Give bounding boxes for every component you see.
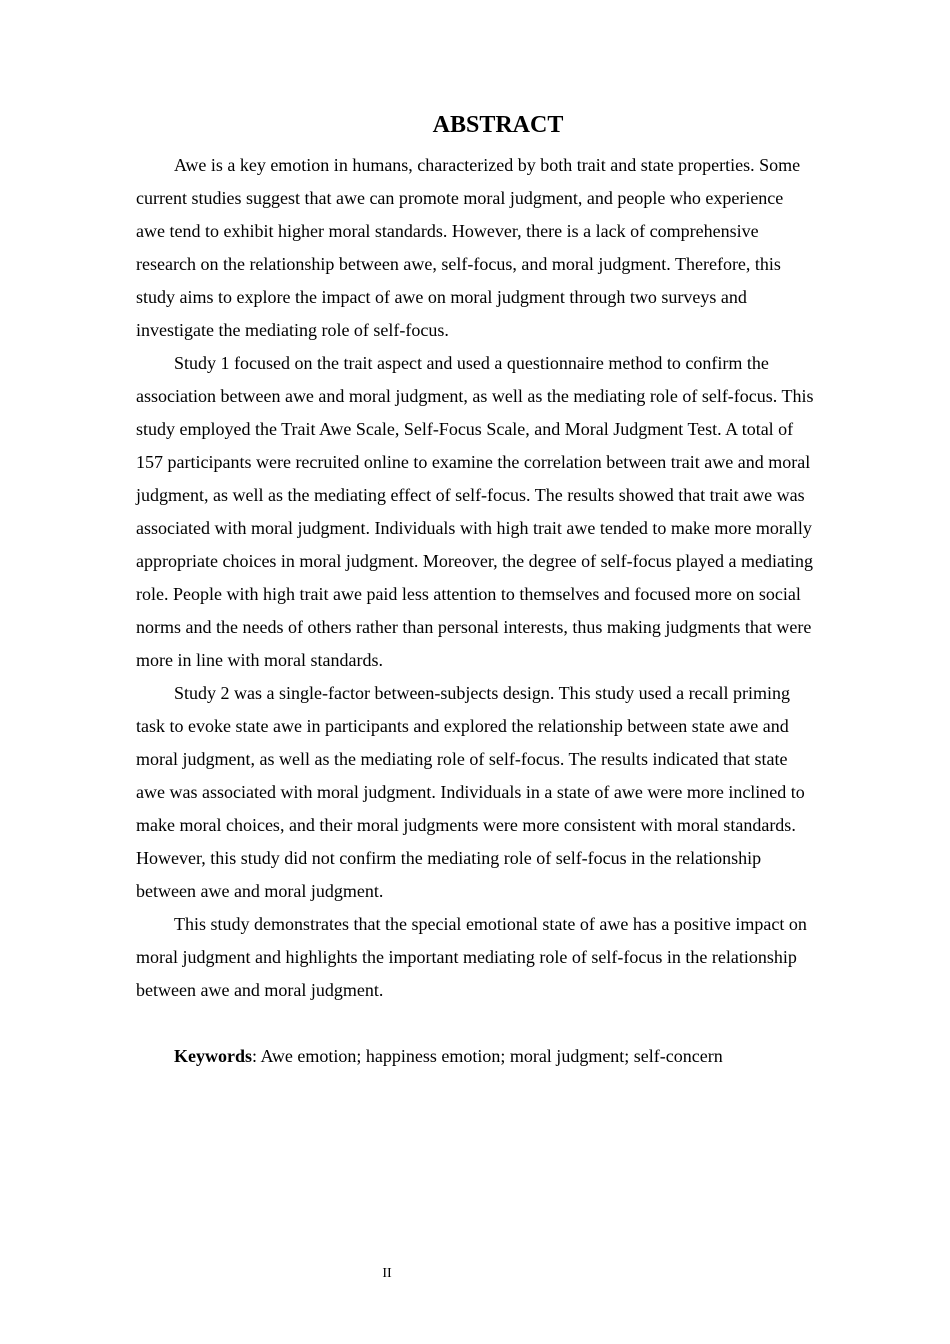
text-line: associated with moral judgment. Individuals with high trait awe tended to make more morally (136, 518, 812, 538)
text-line: study employed the Trait Awe Scale, Self-Focus Scale, and Moral Judgment Test. A total of (136, 419, 794, 439)
text-line: Study 1 focused on the trait aspect and used a questionnaire method to confirm the (174, 353, 769, 373)
keywords-text: Awe emotion; happiness emotion; moral judgment; self-concern (260, 1046, 723, 1066)
text-line: between awe and moral judgment. (136, 881, 384, 901)
text-line: judgment, as well as the mediating effect of self-focus. The results showed that trait awe was (136, 485, 805, 505)
page-number: II (382, 1266, 392, 1281)
text-line: Study 2 was a single-factor between-subjects design. This study used a recall priming (174, 683, 791, 703)
text-line: role. People with high trait awe paid less attention to themselves and focused more on social (136, 584, 801, 604)
text-line: association between awe and moral judgment, as well as the mediating role of self-focus. This (136, 386, 814, 406)
text-line: moral judgment and highlights the important mediating role of self-focus in the relationship (136, 947, 797, 967)
text-line: task to evoke state awe in participants and explored the relationship between state awe and (136, 716, 789, 736)
text-line: investigate the mediating role of self-focus. (136, 320, 449, 340)
text-line: However, this study did not confirm the mediating role of self-focus in the relationship (136, 848, 762, 868)
keywords-label: Keywords (174, 1046, 252, 1066)
text-line: current studies suggest that awe can promote moral judgment, and people who experience (136, 188, 784, 208)
text-line: research on the relationship between awe, self-focus, and moral judgment. Therefore, this (136, 254, 781, 274)
keywords-line (174, 1040, 723, 1073)
text-line: This study demonstrates that the special emotional state of awe has a positive impact on (174, 914, 807, 934)
abstract-paragraph-1 (136, 149, 860, 347)
abstract-paragraph-2 (136, 347, 860, 677)
abstract-paragraph-4 (136, 908, 860, 1007)
abstract-body (136, 149, 860, 1007)
text-line: Awe is a key emotion in humans, characterized by both trait and state properties. Some (174, 155, 801, 175)
text-line: study aims to explore the impact of awe on moral judgment through two surveys and (136, 287, 747, 307)
text-line: norms and the needs of others rather than personal interests, thus making judgments that were (136, 617, 812, 637)
keywords-separator: : (252, 1046, 261, 1066)
abstract-title: ABSTRACT (432, 112, 564, 138)
text-line: awe was associated with moral judgment. Individuals in a state of awe were more inclined to (136, 782, 805, 802)
text-line: more in line with moral standards. (136, 650, 383, 670)
text-line: between awe and moral judgment. (136, 980, 384, 1000)
text-line: moral judgment, as well as the mediating role of self-focus. The results indicated that state (136, 749, 788, 769)
text-line: 157 participants were recruited online to examine the correlation between trait awe and moral (136, 452, 811, 472)
text-line: awe tend to exhibit higher moral standards. However, there is a lack of comprehensive (136, 221, 759, 241)
text-line: make moral choices, and their moral judgments were more consistent with moral standards. (136, 815, 796, 835)
text-line: appropriate choices in moral judgment. Moreover, the degree of self-focus played a mediating (136, 551, 814, 571)
abstract-paragraph-3 (136, 677, 860, 908)
